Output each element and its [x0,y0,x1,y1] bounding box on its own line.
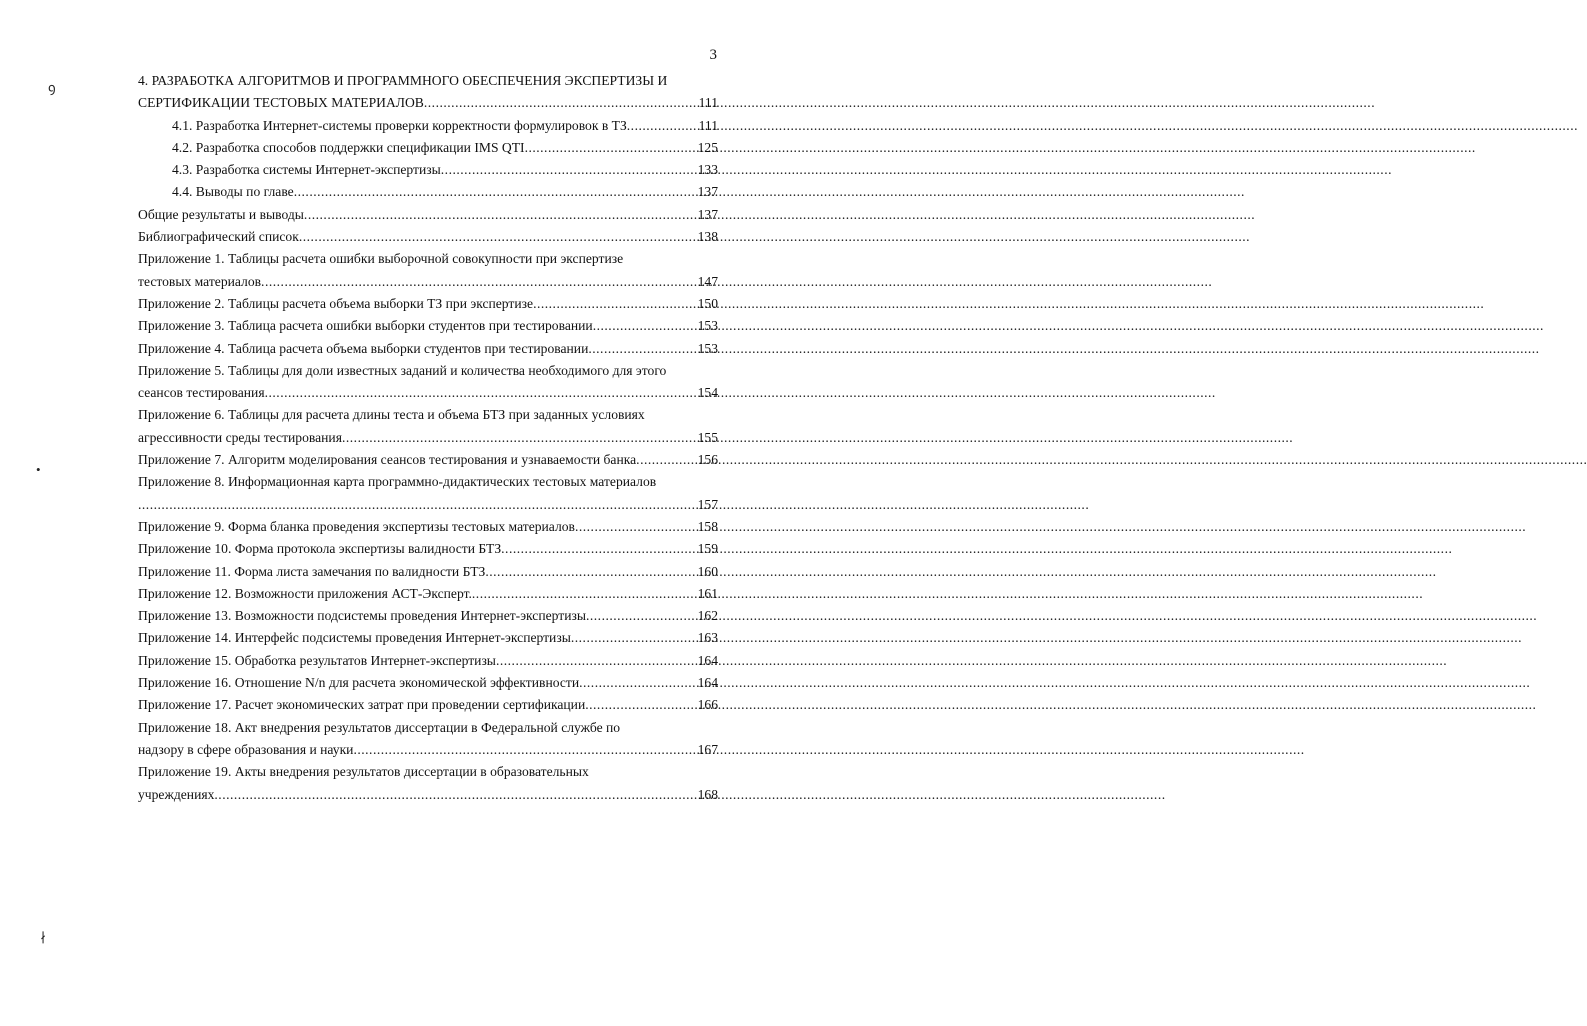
dot-leader [586,605,698,627]
toc-entry-title: Приложение 2. Таблицы расчета объема выборки ТЗ при экспертизе [138,295,534,311]
toc-entry[interactable] [138,583,718,605]
page-number: 3 [709,47,717,63]
toc-entry[interactable] [138,761,718,806]
toc-page-number: 137 [697,184,718,200]
scan-mark: ∤ [40,930,47,945]
toc-page-number: 160 [697,563,718,579]
toc-entry[interactable] [138,137,718,159]
toc-entry[interactable] [138,360,718,405]
toc-entry-line [172,115,718,137]
toc-entry-title: Приложение 12. Возможности приложения АСТ-Эксперт. [138,585,472,601]
toc-entry[interactable] [138,404,718,449]
dot-leader [585,694,697,716]
toc-entry-line [138,605,718,627]
toc-entry-line [138,494,718,516]
toc-entry-title: Приложение 17. Расчет экономических затрат при проведении сертификации [138,697,586,713]
toc-entry-line [138,271,718,293]
toc-entry-line [138,694,718,716]
toc-entry[interactable] [138,115,718,137]
dot-leader [525,137,698,159]
toc-page-number: 111 [698,95,718,111]
toc-entry-title: 4.1. Разработка Интернет-системы проверки корректности формулировок в ТЗ [172,117,627,133]
toc-entry[interactable] [138,694,718,716]
toc-page-number: 125 [697,139,718,155]
dot-leader [501,538,697,560]
dot-leader [138,494,698,516]
dot-leader [627,115,699,137]
dot-leader [588,338,697,360]
dot-leader [593,315,698,337]
toc-entry-line [138,315,718,337]
dot-leader [485,561,697,583]
toc-entry-line [138,293,718,315]
toc-entry-title: Приложение 3. Таблица расчета ошибки выборки студентов при тестировании [138,318,593,334]
toc-entry-line [138,226,718,248]
toc-entry-title: Приложение 4. Таблица расчета объема выборки студентов при тестировании [138,340,589,356]
toc-entry[interactable] [138,627,718,649]
toc-page-number: 161 [697,585,718,601]
toc-page-number: 150 [697,295,718,311]
toc-entry-title: Приложение 13. Возможности подсистемы проведения Интернет-экспертизы [138,608,586,624]
toc-entry-title: Приложение 14. Интерфейс подсистемы проведения Интернет-экспертизы [138,630,571,646]
toc-entry[interactable] [138,471,718,516]
dot-leader [214,784,697,806]
toc-entry-title: Приложение 9. Форма бланка проведения экспертизы тестовых материалов [138,518,575,534]
toc-entry-title: агрессивности среды тестирования [138,429,342,445]
toc-entry-line [172,181,718,203]
dot-leader [575,516,698,538]
scan-mark: • [36,462,41,477]
dot-leader [496,650,698,672]
dot-leader [294,181,698,203]
toc-entry[interactable] [138,717,718,762]
toc-page-number: 154 [697,385,718,401]
toc-entry[interactable] [138,226,718,248]
toc-page-number: 164 [697,652,718,668]
toc-entry[interactable] [138,561,718,583]
toc-entry-line [138,650,718,672]
toc-entry[interactable] [138,650,718,672]
toc-entry-line [138,92,718,114]
toc-entry-title: учреждениях [138,786,215,802]
toc-entry-line [138,382,718,404]
toc-page-number: 159 [697,541,718,557]
dot-leader [571,627,698,649]
toc-entry[interactable] [138,181,718,203]
toc-entry-line [172,137,718,159]
toc-entry[interactable] [138,449,718,471]
toc-page-number: 153 [697,318,718,334]
toc-entry-line [138,739,718,761]
dot-leader [424,92,699,114]
toc-entry[interactable] [138,248,718,293]
toc-entry-text: Приложение 19. Акты внедрения результатов диссертации в образовательных [138,764,589,780]
dot-leader [261,271,698,293]
toc-entry[interactable] [138,516,718,538]
toc-page-number: 111 [698,117,718,133]
toc-page-number: 133 [697,162,718,178]
toc-page-number: 137 [697,206,718,222]
toc-entry-text: Приложение 18. Акт внедрения результатов диссертации в Федеральной службе по [138,719,621,735]
toc-page-number: 156 [697,452,718,468]
toc-entry-text: Приложение 6. Таблицы для расчета длины теста и объема БТЗ при заданных условиях [138,407,645,423]
dot-leader [472,583,698,605]
toc-entry-title: 4.4. Выводы по главе [172,184,294,200]
toc-entry-line [138,784,718,806]
toc-entry-line [138,449,718,471]
toc-entry[interactable] [138,672,718,694]
toc-page-number: 164 [697,675,718,691]
toc-entry-title: Приложение 16. Отношение N/n для расчета экономической эффективности [138,675,580,691]
toc-entry[interactable] [138,338,718,360]
toc-page-number: 147 [697,273,718,289]
toc-page-number: 138 [697,229,718,245]
toc-entry[interactable] [138,315,718,337]
toc-page-number: 167 [697,741,718,757]
toc-entry[interactable] [138,293,718,315]
toc-entry-title: Приложение 15. Обработка результатов Интернет-экспертизы [138,652,496,668]
toc-entry[interactable] [138,605,718,627]
toc-entry-line [138,583,718,605]
toc-entry-title: надзору в сфере образования и науки [138,741,354,757]
dot-leader [299,226,698,248]
toc-entry-title: Общие результаты и выводы [138,206,304,222]
toc-entry-text: Приложение 1. Таблицы расчета ошибки выборочной совокупности при экспертизе [138,251,624,267]
toc-page-number: 157 [697,496,718,512]
toc-entry-text: 4. РАЗРАБОТКА АЛГОРИТМОВ И ПРОГРАММНОГО ОБЕСПЕЧЕНИЯ ЭКСПЕРТИЗЫ И [138,73,668,88]
toc-page-number: 168 [697,786,718,802]
dot-leader [441,159,698,181]
toc-entry-title: тестовых материалов [138,273,262,289]
dot-leader [304,204,698,226]
toc-entry-line [138,672,718,694]
toc-page-number: 163 [697,630,718,646]
toc-entry[interactable] [138,538,718,560]
dot-leader [533,293,698,315]
dot-leader [579,672,698,694]
toc-entry-text: Приложение 5. Таблицы для доли известных заданий и количества необходимого для этого [138,362,667,378]
toc-entry-title: 4.2. Разработка способов поддержки спецификации IMS QTI [172,139,525,155]
toc-entry[interactable] [138,159,718,181]
toc-entry-line [138,561,718,583]
toc-entry[interactable] [138,70,718,115]
toc-page-number: 158 [697,518,718,534]
toc-entry-line [138,627,718,649]
dot-leader [353,739,697,761]
toc-entry-text: Приложение 8. Информационная карта программно-дидактических тестовых материалов [138,474,657,490]
toc-entry-title: Приложение 11. Форма листа замечания по валидности БТЗ [138,563,486,579]
toc-entry-title: Библиографический список [138,229,299,245]
toc-entry-title: сеансов тестирования [138,385,265,401]
toc-entry-line [138,516,718,538]
toc-entry-line [138,538,718,560]
toc-page-number: 153 [697,340,718,356]
table-of-contents [138,70,718,806]
dot-leader [342,427,698,449]
toc-page-number: 166 [697,697,718,713]
toc-entry-line [138,427,718,449]
toc-entry-line [172,159,718,181]
toc-entry-title: СЕРТИФИКАЦИИ ТЕСТОВЫХ МАТЕРИАЛОВ [138,95,424,111]
toc-entry[interactable] [138,204,718,226]
dot-leader [636,449,697,471]
dot-leader [265,382,698,404]
toc-entry-line [138,204,718,226]
toc-entry-line [138,338,718,360]
toc-page-number: 155 [697,429,718,445]
toc-entry-title: 4.3. Разработка системы Интернет-экспертизы [172,162,441,178]
scan-mark: ꝯ [48,80,56,95]
toc-entry-title: Приложение 10. Форма протокола экспертизы валидности БТЗ [138,541,502,557]
toc-page-number: 162 [697,608,718,624]
toc-entry-title: Приложение 7. Алгоритм моделирования сеансов тестирования и узнаваемости банка [138,452,637,468]
